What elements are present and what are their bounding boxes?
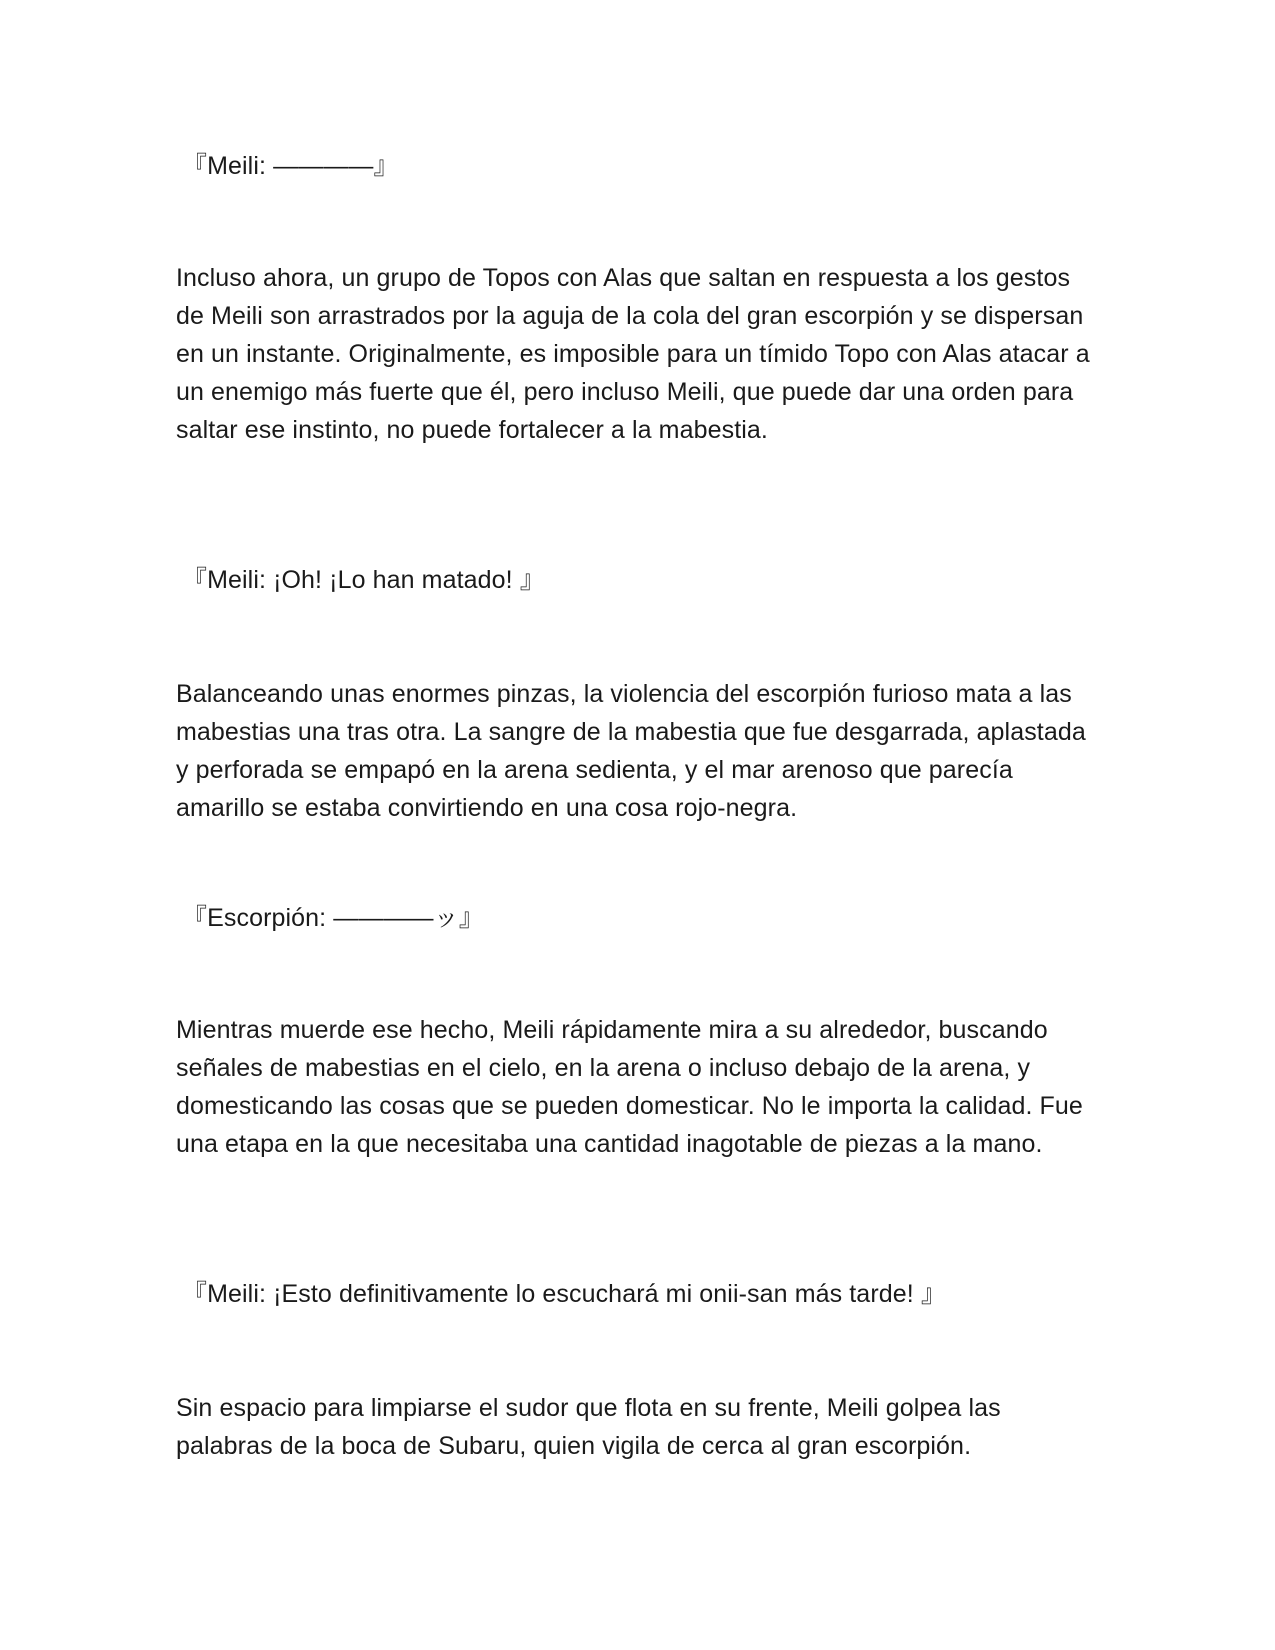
dialogue-meili-silence: 『Meili: ————』 xyxy=(182,152,399,180)
dialogue-scorpion: 『Escorpión: ————ッ』 xyxy=(182,904,484,932)
paragraph-scorpion-violence: Balanceando unas enormes pinzas, la violencia del escorpión furioso mata a las mabestias una tras otra. La sangre de la mabestia que fue desgarrada, aplastada y perforada se empapó en la arena sedienta, y el mar arenoso que parecía amarillo se estaba convirtiendo en una cosa rojo-negra. xyxy=(176,680,1086,822)
paragraph-winged-moles: Incluso ahora, un grupo de Topos con Alas que saltan en respuesta a los gestos de Meili son arrastrados por la aguja de la cola del gran escorpión y se dispersan en un instante. Originalmente, es imposible para un tímido Topo con Alas atacar a un enemigo más fuerte que él, pero incluso Meili, que puede dar una orden para saltar ese instinto, no puede fortalecer a la mabestia. xyxy=(176,264,1090,444)
paragraph-subaru-words: Sin espacio para limpiarse el sudor que flota en su frente, Meili golpea las palabras de la boca de Subaru, quien vigila de cerca al gran escorpión. xyxy=(176,1394,1001,1460)
dialogue-meili-killed: 『Meili: ¡Oh! ¡Lo han matado! 』 xyxy=(182,566,545,594)
dialogue-meili-onii-san: 『Meili: ¡Esto definitivamente lo escuchará mi onii-san más tarde! 』 xyxy=(182,1280,946,1308)
paragraph-meili-taming: Mientras muerde ese hecho, Meili rápidamente mira a su alrededor, buscando señales de mabestias en el cielo, en la arena o incluso debajo de la arena, y domesticando las cosas que se pueden domesticar. No le importa la calidad. Fue una etapa en la que necesitaba una cantidad inagotable de piezas a la mano. xyxy=(176,1016,1083,1158)
